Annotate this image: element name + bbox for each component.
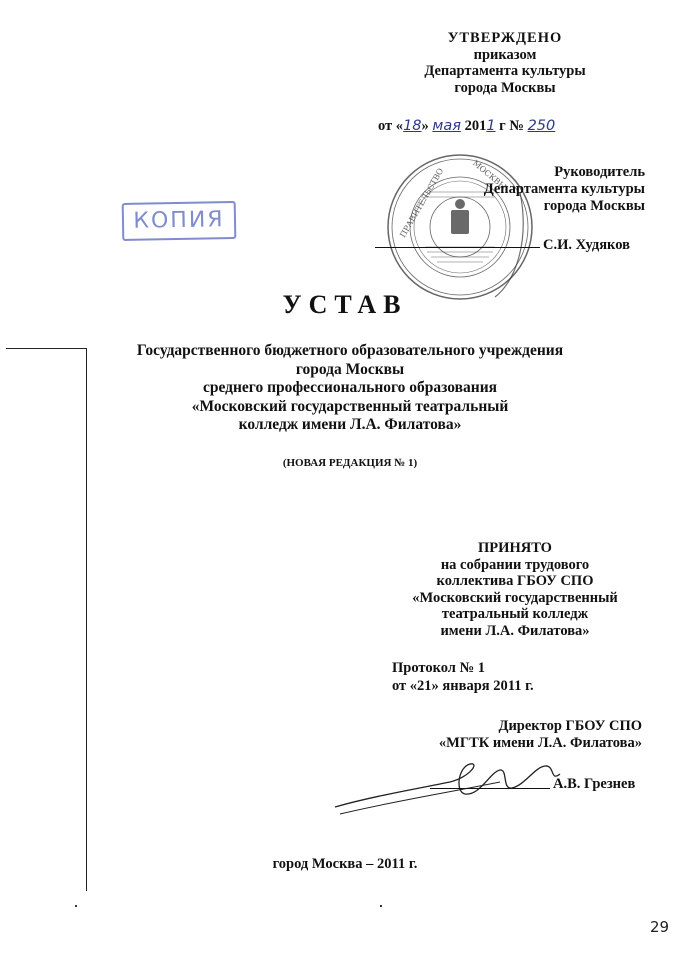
accepted-block <box>380 540 650 639</box>
accepted-line-3: «Московский государственный <box>412 589 618 606</box>
approval-line-2: Департамента культуры <box>424 63 586 79</box>
seal-text-top: ПРАВИТЕЛЬСТВО <box>398 166 446 240</box>
head-role: Руководитель <box>554 164 645 180</box>
director-role: Директор ГБОУ СПО <box>498 718 642 734</box>
org-line-5: колледж имени Л.А. Филатова» <box>238 416 462 433</box>
director-block <box>360 718 642 752</box>
accepted-title: ПРИНЯТО <box>478 540 552 556</box>
org-line-4: «Московский государственный театральный <box>191 397 509 415</box>
accepted-line-5: имени Л.А. Филатова» <box>440 622 590 639</box>
document-title: УСТАВ <box>282 290 408 319</box>
scan-speck <box>380 905 382 907</box>
director-signature <box>330 752 570 832</box>
copy-stamp: КОПИЯ <box>122 201 237 241</box>
order-number-label: г № <box>499 118 524 134</box>
head-dept-1: Департамента культуры <box>483 181 645 197</box>
director-name: А.В. Грезнев <box>553 776 636 792</box>
order-year-suffix: 1 <box>486 118 496 134</box>
approval-title: УТВЕРЖДЕНО <box>447 30 563 46</box>
order-day: 18 <box>403 118 422 134</box>
order-prefix: от « <box>378 118 404 134</box>
seal-text-right: МОСКВЫ <box>470 158 508 192</box>
head-signature-line <box>375 247 540 248</box>
protocol-number: Протокол № 1 <box>392 660 486 676</box>
approval-line-3: города Москвы <box>454 79 556 96</box>
org-line-3: среднего профессионального образования <box>202 379 498 396</box>
head-dept-2: города Москвы <box>543 198 645 214</box>
director-signature-line <box>430 788 550 789</box>
head-signature-block <box>380 164 645 215</box>
order-year-prefix: 201 <box>464 118 487 134</box>
page-mark: 29 <box>650 918 670 936</box>
head-name: С.И. Худяков <box>543 237 630 253</box>
protocol-block <box>392 660 534 695</box>
approval-line-1: приказом <box>473 46 537 63</box>
accepted-line-2: коллектива ГБОУ СПО <box>436 573 594 589</box>
approval-block <box>370 30 640 96</box>
footer-place-year: город Москва – 2011 г. <box>272 856 418 872</box>
order-month: мая <box>432 118 461 134</box>
organization-name <box>90 342 610 435</box>
accepted-line-4: театральный колледж <box>441 606 589 622</box>
accepted-line-1: на собрании трудового <box>440 556 590 573</box>
director-org: «МГТК имени Л.А. Филатова» <box>438 735 642 751</box>
order-number: 250 <box>527 118 556 134</box>
edition-note: (НОВАЯ РЕДАКЦИЯ № 1) <box>282 457 418 469</box>
protocol-date: от «21» января 2011 г. <box>392 677 534 694</box>
scan-speck <box>75 905 77 907</box>
order-line <box>378 118 555 135</box>
org-line-2: города Москвы <box>295 360 405 378</box>
left-margin-bracket <box>6 348 87 891</box>
org-line-1: Государственного бюджетного образовательного учреждения <box>136 342 564 359</box>
order-sep: » <box>421 118 429 134</box>
